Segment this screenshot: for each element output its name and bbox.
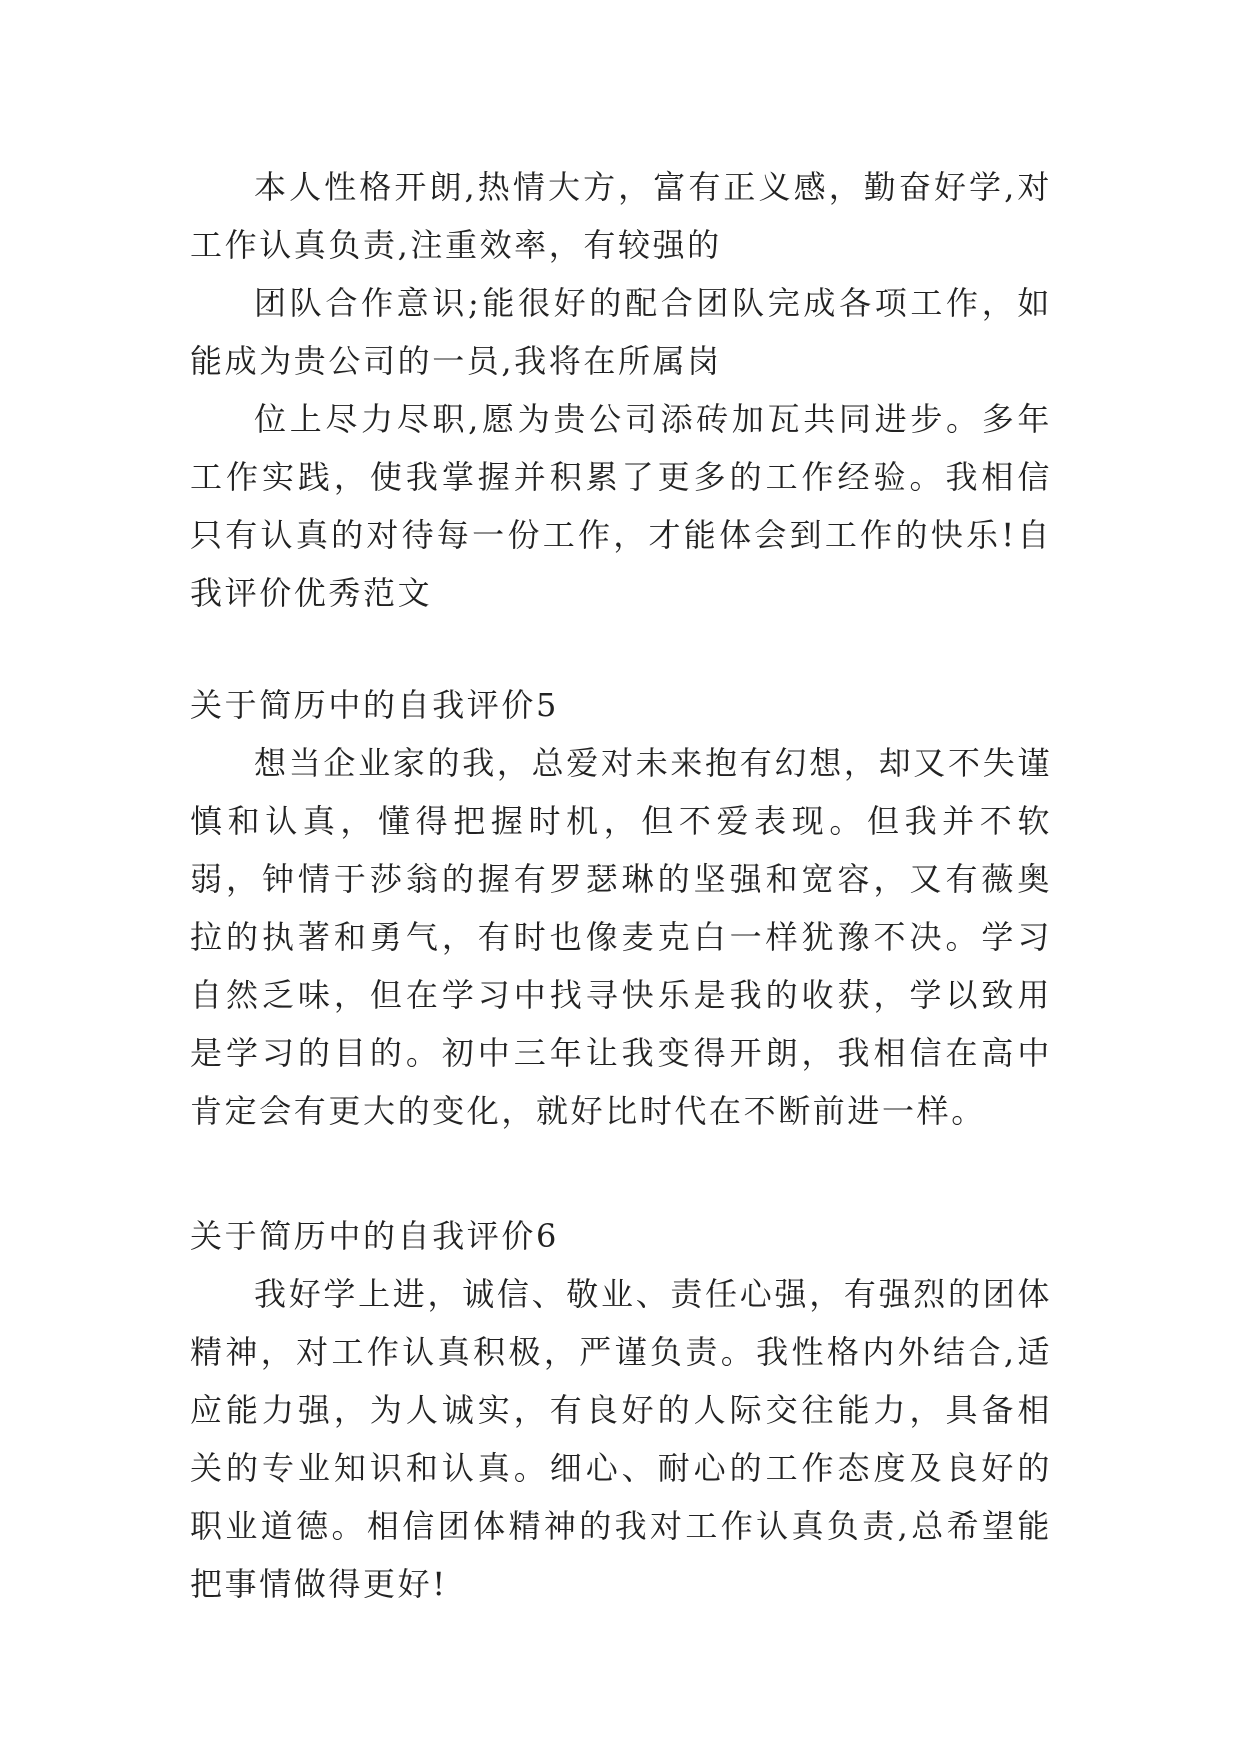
intro-section xyxy=(190,158,1052,622)
paragraph-1: 本人性格开朗,热情大方，富有正义感，勤奋好学,对工作认真负责,注重效率，有较强的 xyxy=(190,168,1052,264)
section-6 xyxy=(190,1207,1052,1613)
paragraph-3: 位上尽力尽职,愿为贵公司添砖加瓦共同进步。多年工作实践，使我掌握并积累了更多的工作经验。我相信只有认真的对待每一份工作，才能体会到工作的快乐!自我评价优秀范文 xyxy=(190,400,1052,612)
section-5-paragraph: 想当企业家的我，总爱对未来抱有幻想，却又不失谨慎和认真，懂得把握时机，但不爱表现。但我并不软弱，钟情于莎翁的握有罗瑟琳的坚强和宽容，又有薇奥拉的执著和勇气，有时也像麦克白一样犹豫不决。学习自然乏味，但在学习中找寻快乐是我的收获，学以致用是学习的目的。初中三年让我变得开朗，我相信在高中肯定会有更大的变化，就好比时代在不断前进一样。 xyxy=(190,744,1052,1130)
section-6-paragraph: 我好学上进，诚信、敬业、责任心强，有强烈的团体精神，对工作认真积极，严谨负责。我性格内外结合,适应能力强，为人诚实，有良好的人际交往能力，具备相关的专业知识和认真。细心、耐心的工作态度及良好的职业道德。相信团体精神的我对工作认真负责,总希望能把事情做得更好! xyxy=(190,1275,1052,1603)
section-5-heading: 关于简历中的自我评价5 xyxy=(190,686,559,724)
paragraph-2: 团队合作意识;能很好的配合团队完成各项工作，如能成为贵公司的一员,我将在所属岗 xyxy=(190,284,1052,380)
section-5 xyxy=(190,676,1052,1140)
section-6-heading: 关于简历中的自我评价6 xyxy=(190,1217,559,1255)
